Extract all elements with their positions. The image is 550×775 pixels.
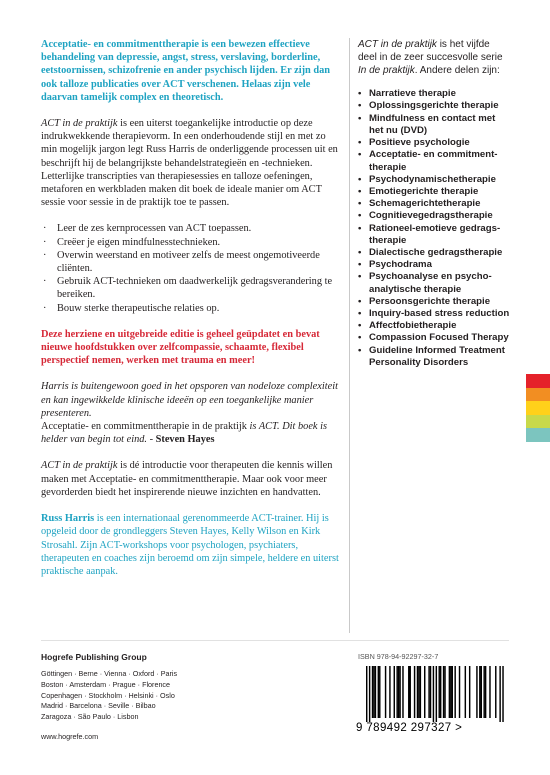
quote-book-title: Acceptatie- en commitmenttherapie in de praktijk xyxy=(41,421,247,433)
series-name: In de praktijk xyxy=(358,65,415,77)
barcode-bar xyxy=(436,666,437,722)
series-item: • Persoonsgerichte therapie xyxy=(358,296,510,308)
barcode-bar xyxy=(369,666,370,722)
series-item: • Emotiegerichte therapie xyxy=(358,186,510,198)
barcode-bar xyxy=(428,666,429,718)
color-bar xyxy=(526,415,550,429)
publisher-cities: Göttingen · Berne · Vienna · Oxford · Paris xyxy=(41,669,178,678)
barcode-bar xyxy=(485,666,486,718)
audience-paragraph xyxy=(41,459,339,499)
series-item: • Cognitievegedragstherapie xyxy=(358,210,510,222)
description-paragraph xyxy=(41,117,339,209)
barcode-bar xyxy=(440,666,441,718)
edition-highlight: Deze herziene en uitgebreide editie is geheel geüpdatet en bevat nieuwe hoofdstukken over zelfcompassie, schaamte, flexibel perspectief nemen, werken met trauma en meer! xyxy=(41,328,320,367)
barcode-bar xyxy=(476,666,477,718)
barcode-bar xyxy=(495,666,496,718)
barcode-bar xyxy=(483,666,484,718)
series-item: • Inquiry-based stress reduction xyxy=(358,308,510,320)
author-bio-text: is een internationaal gerenommeerde ACT-trainer. Hij is opgeleid door de grondleggers Steven Hayes, Kelly Wilson en Kirk Strosahl. Zijn ACT-workshops voor psychologen, psychiaters, therapeuten en coaches zijn beroemd om zijn simpele, heldere en uiterst praktische aanpak. xyxy=(41,513,339,577)
series-item: • Rationeel-emotieve gedrags-therapie xyxy=(358,223,510,247)
series-item: • Narratieve therapie xyxy=(358,88,510,100)
barcode-bar xyxy=(479,666,480,718)
barcode-bar xyxy=(399,666,400,718)
publisher-url: www.hogrefe.com xyxy=(41,731,99,741)
barcode-bar xyxy=(450,666,451,718)
intro-paragraph: Acceptatie- en commitmenttherapie is een bewezen effectieve behandeling van depressie, angst, stress, verslaving, borderline, eetstoornissen, schizofrenie en ander psychisch lijden. Er zijn dan ook talloze publicaties over ACT verschenen. Helaas zijn vele daarvan tamelijk complex en theoretisch. xyxy=(41,39,331,103)
feature-item: · Leer de zes kernprocessen van ACT toepassen. xyxy=(41,222,339,235)
series-list xyxy=(358,88,510,369)
barcode-bar xyxy=(489,666,490,718)
book-title-mention: ACT in de praktijk xyxy=(41,460,118,472)
barcode-bar xyxy=(410,666,411,718)
endorsement-quote xyxy=(41,380,339,446)
barcode-bar xyxy=(378,666,379,718)
quote-part-2: is ACT. Dit boek is helder van begin tot eind. xyxy=(41,421,328,446)
feature-item: · Overwin weerstand en motiveer zelfs de meest ongemotiveerde cliënten. xyxy=(41,249,339,275)
barcode-bar xyxy=(444,666,445,718)
barcode-digits: 9 789492 297327 > xyxy=(356,722,463,734)
barcode-bar xyxy=(443,666,444,718)
series-intro xyxy=(358,38,510,77)
barcode-bar xyxy=(408,666,409,718)
barcode-bar xyxy=(420,666,421,718)
color-bar xyxy=(526,428,550,442)
barcode-bar xyxy=(417,666,418,718)
series-item: • Mindfulness en contact met het nu (DVD) xyxy=(358,113,510,137)
series-book-title: ACT in de praktijk xyxy=(358,39,437,50)
color-bars xyxy=(526,374,550,442)
series-item: • Psychodrama xyxy=(358,259,510,271)
series-item: • Dialectische gedragstherapie xyxy=(358,247,510,259)
barcode-bar xyxy=(452,666,453,718)
series-item: • Affectfobietherapie xyxy=(358,320,510,332)
barcode-bar xyxy=(373,666,374,718)
barcode-bar xyxy=(379,666,380,718)
barcode-bar xyxy=(394,666,395,718)
barcode-bar xyxy=(469,666,470,718)
quote-dash: - xyxy=(147,434,156,446)
isbn-label: ISBN 978-94-92297-32-7 xyxy=(358,652,439,661)
barcode-bar xyxy=(396,666,397,718)
barcode-bar xyxy=(439,666,440,718)
barcode-bar xyxy=(402,666,403,718)
feature-item: · Bouw sterke therapeutische relaties op. xyxy=(41,302,339,315)
series-item: • Schemagerichtetherapie xyxy=(358,198,510,210)
barcode-bar xyxy=(465,666,466,718)
series-intro-text: is het vijfde deel in de zeer succesvolle serie xyxy=(358,39,503,64)
series-intro-end: . Andere delen zijn: xyxy=(414,65,500,77)
quote-author: Steven Hayes xyxy=(155,434,215,446)
feature-item: · Creëer je eigen mindfulnesstechnieken. xyxy=(41,236,339,249)
barcode-bar xyxy=(418,666,419,718)
series-item: • Guideline Informed Treatment Personality Disorders xyxy=(358,345,510,369)
quote-part-1: Harris is buitengewoon goed in het opsporen van nodeloze complexiteit en kan ingewikkelde klinische ideeën op een toegankelijke manier presenteren. xyxy=(41,381,338,419)
barcode-bar xyxy=(430,666,431,718)
color-bar xyxy=(526,401,550,415)
barcode-bar xyxy=(375,666,376,718)
barcode-bar xyxy=(459,666,460,718)
book-title-mention: ACT in de praktijk xyxy=(41,118,118,130)
barcode-bar xyxy=(424,666,425,718)
feature-list xyxy=(41,222,339,314)
series-item: • Oplossingsgerichte therapie xyxy=(358,100,510,112)
column-divider xyxy=(349,38,350,633)
author-name: Russ Harris xyxy=(41,513,95,525)
barcode-bar xyxy=(414,666,415,718)
bottom-divider xyxy=(41,640,509,641)
barcode-bar xyxy=(481,666,482,718)
barcode-bar xyxy=(449,666,450,718)
barcode-bar xyxy=(398,666,399,718)
barcode-image xyxy=(356,666,506,722)
barcode-bar xyxy=(385,666,386,718)
barcode-bar xyxy=(433,666,434,722)
barcode-bar xyxy=(502,666,503,722)
back-cover-text xyxy=(41,38,339,578)
series-item: • Psychodynamischetherapie xyxy=(358,174,510,186)
publisher-cities: Zaragoza · São Paulo · Lisbon xyxy=(41,712,139,722)
series-sidebar xyxy=(358,38,510,369)
barcode-bar xyxy=(499,666,500,722)
color-bar xyxy=(526,374,550,388)
barcode-bar xyxy=(389,666,390,718)
barcode-bar xyxy=(454,666,455,718)
series-item: • Psychoanalyse en psycho-analytische therapie xyxy=(358,271,510,295)
color-bar xyxy=(526,388,550,402)
series-item: • Positieve psychologie xyxy=(358,137,510,149)
publisher-cities: Copenhagen · Stockholm · Helsinki · Oslo xyxy=(41,690,175,700)
audience-text: is dé introductie voor therapeuten die kennis willen maken met Acceptatie- en commitmenttherapie. Maar ook voor meer gevorderden biedt het inspirerende nieuwe inzichten en handvatten. xyxy=(41,460,333,498)
series-item: • Compassion Focused Therapy xyxy=(358,332,510,344)
author-bio xyxy=(41,512,339,578)
feature-item: · Gebruik ACT-technieken om daadwerkelijk gedragsverandering te bereiken. xyxy=(41,275,339,301)
barcode-bar xyxy=(366,666,367,722)
publisher-cities: Madrid · Barcelona · Seville · Bilbao xyxy=(41,701,156,711)
barcode-bar xyxy=(372,666,373,718)
publisher-name: Hogrefe Publishing Group xyxy=(41,652,147,662)
series-item: • Acceptatie- en commitment-therapie xyxy=(358,149,510,173)
description-text: is een uiterst toegankelijke introductie op deze indrukwekkende therapievorm. In een onderhoudende stijl en met zo min mogelijk jargon legt Russ Harris de onderliggende processen uit en beschrijft hij de belangrijkste behandelstrategieën en -technieken. Letterlijke transcripties van therapiesessies en talloze oefeningen, metaforen en werkbladen maken dit boek de ideale manier om ACT sessie voor sessie in de praktijk toe te passen. xyxy=(41,118,338,209)
publisher-cities: Boston · Amsterdam · Prague · Florence xyxy=(41,679,171,689)
publisher-block xyxy=(41,652,221,748)
